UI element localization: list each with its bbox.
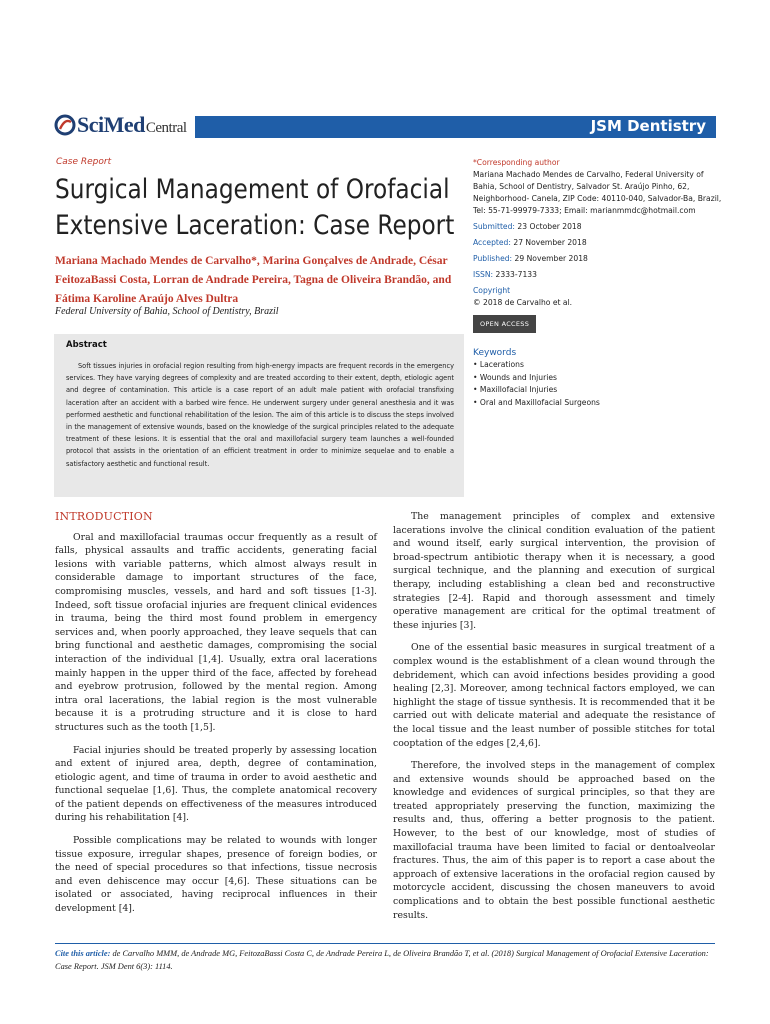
- published-line: Published: 29 November 2018: [473, 254, 588, 263]
- accepted-line: Accepted: 27 November 2018: [473, 238, 587, 247]
- footer-divider: [55, 943, 715, 944]
- article-info-sidebar: [473, 157, 723, 409]
- publisher-logo: [54, 112, 187, 138]
- body-paragraph: Oral and maxillofacial traumas occur frequently as a result of falls, physical assaults and traffic accidents, generating facial lesions with variable patterns, which almost always result in considerable damage to important structures of the face, compromising muscles, vessels, and hard and soft tissues [1-3]. Indeed, soft tissue orofacial injuries are frequent clinical evidences in trauma, being the third most found problem in emergency services and, when poorly approached, they leave sequels that can bring functional and aesthetic damages, compromising the social interaction of the individual [1,4]. Usually, extra oral lacerations mainly happen in the upper third of the face, affected by forehead and eyebrow protrusion, followed by the mental region. Among intra oral lacerations, the labial region is the most vulnerable because it is a protruding structure and it is close to hard structures such as the tooth [1,5].: [55, 531, 377, 733]
- journal-title: JSM Dentistry: [590, 117, 706, 135]
- corresponding-author-label: *Corresponding author: [473, 158, 560, 167]
- keyword-item: • Oral and Maxillofacial Surgeons: [473, 397, 600, 407]
- body-left-column: [55, 510, 377, 925]
- keyword-item: • Wounds and Injuries: [473, 372, 557, 382]
- copyright-label: Copyright: [473, 286, 511, 295]
- corresponding-author-text: Mariana Machado Mendes de Carvalho, Federal University of Bahia, School of Dentistry, Salvador St. Araújo Pinho, 62, Neighborhood- Canela, ZIP Code: 40110-040, Salvador-Ba, Brazil, Tel: 55-71-99979-7333; Email: marianmmdc@hotmail.com: [473, 170, 722, 215]
- body-paragraph: Therefore, the involved steps in the management of complex and extensive wounds should be approached based on the knowledge and evidences of surgical principles, so that they are treated appropriately preserving the function, maximizing the results and, thus, offering a better prognosis to the patient. However, to the best of our knowledge, most of studies of maxillofacial trauma have been limited to facial or dentoalveolar fractures. Thus, the aim of this paper is to report a case about the approach of extensive lacerations in the orofacial region caused by motorcycle accident, discussing the chosen maneuvers to avoid complications and to obtain the best possible functional aesthetic results.: [393, 760, 715, 921]
- keywords-heading: Keywords: [473, 348, 517, 358]
- author-list: Mariana Machado Mendes de Carvalho*, Marina Gonçalves de Andrade, César FeitozaBassi Costa, Lorran de Andrade Pereira, Tagna de Oliveira Brandão, and Fátima Karoline Araújo Alves Dultra: [55, 255, 452, 305]
- keyword-item: • Maxillofacial Injuries: [473, 385, 558, 394]
- copyright-text: © 2018 de Carvalho et al.: [473, 298, 573, 307]
- article-title: Surgical Management of Orofacial Extensive Laceration: Case Report: [55, 174, 455, 241]
- body-paragraph: The management principles of complex and extensive lacerations involve the clinical condition evaluation of the patient and wound itself, early surgical intervention, the provision of broad-spectrum antibiotic therapy when it is necessary, a good surgical technique, and the planning and execution of surgical therapy, including establishing a clean bed and reconstructive strategies [2-4]. Rapid and thorough assessment and timely operative management are critical for the optimal treatment of these injuries [3].: [393, 511, 715, 631]
- submitted-line: Submitted: 23 October 2018: [473, 222, 582, 231]
- body-paragraph: Facial injuries should be treated properly by assessing location and extent of injured area, depth, degree of contamination, etiologic agent, and time of trauma in order to avoid aesthetic and functional sequelae [1,6]. Thus, the complete anatomical recovery of the patient depends on effectiveness of the measures introduced during his rehabilitation [4].: [55, 744, 377, 824]
- abstract-box: [54, 334, 464, 497]
- body-right-column: [393, 510, 715, 931]
- abstract-text: Soft tissues injuries in orofacial region resulting from high-energy impacts are frequent records in the emergency services. They have varying degrees of complexity and are treated according to their extent, depth, etiologic agent and degree of contamination. This article is a case report of an adult male patient with orofacial transfixing laceration after an accident with a barbed wire fence. He underwent surgery under general anesthesia and it was performed aesthetic and functional rehabilitation of the lesion. The aim of this article is to discuss the steps involved in the management of extensive wounds, based on the knowledge of the surgical principles related to the adequate treatment of these lesions. It is essential that the oral and maxillofacial surgery team launches a well-founded protocol that assists in the orientation of an efficient treatment in order to minimize sequelae and to enable a satisfactory aesthetic and functional result.: [66, 362, 454, 468]
- logo-text: SciMedCentral: [77, 112, 187, 137]
- citation-footer: [55, 947, 720, 973]
- citation-text: de Carvalho MMM, de Andrade MG, FeitozaBassi Costa C, de Andrade Pereira L, de Oliveira Brandão T, et al. (2018) Surgical Management of Orofacial Extensive Laceration: Case Report. JSM Dent 6(3): 1114.: [55, 949, 709, 971]
- article-type-label: Case Report: [56, 157, 112, 167]
- citation-label: Cite this article:: [55, 949, 111, 958]
- issn-line: ISSN: 2333-7133: [473, 270, 537, 279]
- scimed-logo-icon: [54, 114, 76, 136]
- introduction-heading: INTRODUCTION: [55, 510, 153, 523]
- affiliation: Federal University of Bahia, School of Dentistry, Brazil: [55, 306, 279, 317]
- body-paragraph: Possible complications may be related to wounds with longer tissue exposure, irregular shapes, presence of foreign bodies, or the need of special procedures so that infections, tissue necrosis and even dehiscence may occur [4,6]. These situations can be isolated or associated, having reciprocal influences in their development [4].: [55, 835, 377, 915]
- body-paragraph: One of the essential basic measures in surgical treatment of a complex wound is the establishment of a clean wound through the debridement, which can avoid infections besides providing a good healing [2,3]. Moreover, among technical factors employed, we can highlight the stage of tissue synthesis. It is recommended that it be carried out with delicate material and adequate the resistance of the local tissue and the least number of possible stitches for total cooptation of the edges [2,4,6].: [393, 642, 715, 749]
- keyword-item: • Lacerations: [473, 360, 524, 369]
- abstract-heading: Abstract: [66, 340, 107, 350]
- open-access-badge: OPEN ACCESS: [473, 315, 536, 333]
- journal-banner: [195, 116, 716, 138]
